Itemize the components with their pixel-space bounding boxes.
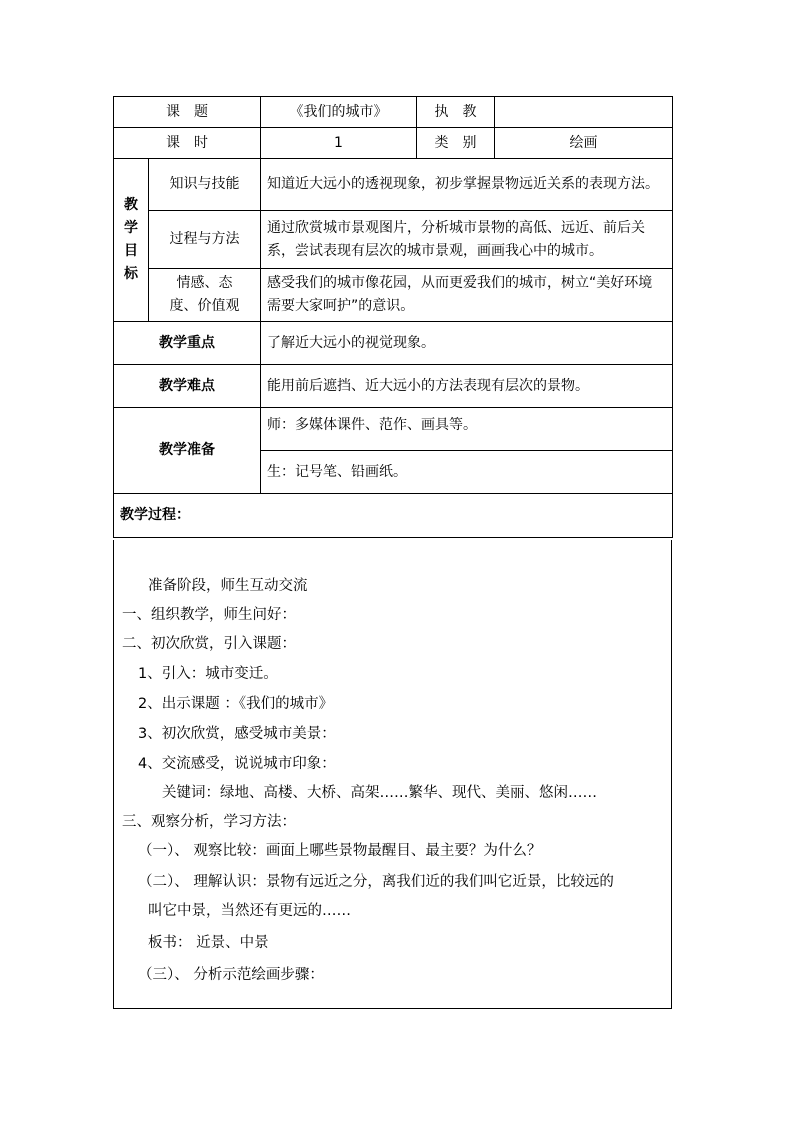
process-line: 1、引入：城市变迁。 [138,666,278,682]
process-title: 教学过程： [114,494,673,538]
process-line: 4、交流感受，说说城市印象： [138,756,336,772]
process-line: 3、初次欣赏，感受城市美景： [138,726,336,742]
process-line: 2、出示课题 ：《我们的城市》 [138,696,334,712]
focus-text: 了解近大远小的视觉现象。 [261,322,673,365]
process-line: （三）、 分析示范绘画步骤： [138,967,324,983]
period-row [114,128,673,159]
goals-char-3: 目 [124,243,138,259]
prep-student-text: 生：记号笔、铅画纸。 [261,451,673,494]
process-line: （一）、 观察比较：画面上哪些景物最醒目、最主要？为什么？ [138,843,542,859]
process-line: 叫它中景，当然还有更远的…… [148,903,351,919]
process-line: 板书： 近景、中景 [148,935,269,951]
lesson-plan-sheet [113,96,672,1009]
teacher-value [495,97,673,128]
difficulty-text: 能用前后遮挡、近大远小的方法表现有层次的景物。 [261,365,673,408]
focus-label: 教学重点 [114,322,261,365]
lesson-plan-table [113,96,673,538]
goal-text-process: 通过欣赏城市景观图片，分析城市景物的高低、远近、前后关系，尝试表现有层次的城市景观，画画我心中的城市。 [261,211,673,269]
goals-char-1: 教 [124,197,138,213]
period-value: 1 [261,128,417,159]
topic-label: 课 题 [114,97,261,128]
difficulty-label: 教学难点 [114,365,261,408]
process-body [113,540,672,1009]
goals-char-2: 学 [124,220,138,236]
goals-group-label [114,159,149,322]
teacher-label: 执 教 [417,97,495,128]
period-label: 课 时 [114,128,261,159]
goal-text-attitude: 感受我们的城市像花园，从而更爱我们的城市，树立“美好环境需要大家呵护”的意识。 [261,269,673,322]
goal-label-attitude: 情感、态度、价值观 [149,269,261,322]
topic-value: 《我们的城市》 [261,97,417,128]
category-label: 类 别 [417,128,495,159]
process-line: 关键词：绿地、高楼、大桥、高架……繁华、现代、美丽、悠闲…… [162,785,597,801]
goals-char-4: 标 [124,266,138,282]
goal-row-process [114,211,673,269]
goal-row-attitude [114,269,673,322]
prep-teacher-text: 师：多媒体课件、范作、画具等。 [261,408,673,451]
prep-label: 教学准备 [114,408,261,494]
process-title-row [114,494,673,538]
goal-row-knowledge [114,159,673,211]
topic-row [114,97,673,128]
process-line: 一、组织教学，师生问好： [122,607,296,623]
process-line: （二）、 理解认识：景物有远近之分，离我们近的我们叫它近景，比较远的 [138,874,614,890]
goal-text-knowledge: 知道近大远小的透视现象，初步掌握景物远近关系的表现方法。 [261,159,673,211]
focus-row [114,322,673,365]
prep-row-teacher [114,408,673,451]
process-line: 准备阶段，师生互动交流 [148,578,308,594]
process-line: 二、初次欣赏，引入课题： [122,636,296,652]
difficulty-row [114,365,673,408]
goal-label-process: 过程与方法 [149,211,261,269]
process-line: 三、观察分析，学习方法： [122,814,296,830]
goal-label-knowledge: 知识与技能 [149,159,261,211]
category-value: 绘画 [495,128,673,159]
